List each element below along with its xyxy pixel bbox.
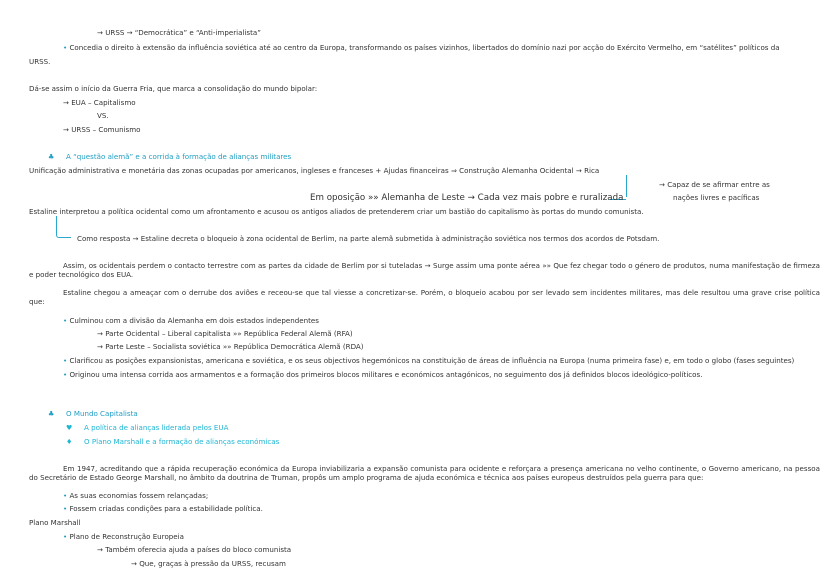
- paragraph-marshall: Em 1947, acreditando que a rápida recuperação económica da Europa inviabilizaria a expansão comunista para ocidente e reforçara a presença americana no velho continente, o Governo americano, na pessoa do Secretário de Estado George Marshall, no âmbito da doutrina de Truman, propôs um amplo programa de ajuda económica e técnica aos países europeus destruídos pela guerra para que:: [29, 464, 820, 482]
- paragraph-airlift: Assim, os ocidentais perdem o contacto terrestre com as partes da cidade de Berlim por si tuteladas → Surge assim uma ponte aérea »» Que fez chegar todo o género de produtos, numa manifestação de firmeza e poder tecnológico dos EUA.: [29, 261, 820, 279]
- diamond-icon: ♦: [66, 437, 73, 446]
- heart-icon: ♥: [66, 423, 73, 432]
- bullet-item: [63, 491, 208, 500]
- bullet-dot: •: [63, 316, 68, 325]
- response-line: Como resposta → Estaline decreta o bloqueio à zona ocidental de Berlim, na parte alemã submetida à administração soviética nos termos dos acordos de Potsdam.: [77, 234, 660, 243]
- sub-line-communist-bloc: → Também oferecia ajuda a países do bloco comunista: [97, 545, 292, 554]
- section-title-german: A “questão alemã” e a corrida à formação de alianças militares: [66, 152, 292, 161]
- bullet-text: Culminou com a divisão da Alemanha em dois estados independentes: [69, 316, 319, 325]
- intro-line-urss: → URSS → “Democrática” e “Anti-imperialista”: [97, 28, 261, 37]
- bullet-text: Plano de Reconstrução Europeia: [69, 532, 184, 541]
- bullet-dot: •: [63, 532, 68, 541]
- subsection-title-alliances: A política de alianças liderada pelos EUA: [84, 423, 229, 432]
- sub-line-rda: → Parte Leste – Socialista soviética »» República Democrática Alemã (RDA): [97, 342, 364, 351]
- bullet-item: [63, 370, 702, 379]
- bullet-text: Clarificou as posições expansionistas, americana e soviética, e os seus objectivos hegemónicos na constituição de áreas de influência na Europa (numa primeira fase) e, em todo o globo (fases seguintes): [69, 356, 795, 365]
- bullet-item: [63, 532, 184, 541]
- bullet-dot: •: [63, 356, 68, 365]
- bullet-item: [63, 43, 780, 52]
- bullet-dot: •: [63, 370, 68, 379]
- section-bullet-icon: ♣: [48, 409, 55, 418]
- bullet-dot: •: [63, 43, 68, 52]
- section-bullet-icon: ♣: [48, 152, 55, 161]
- bracket-connector: [56, 216, 71, 238]
- paragraph-crisis: Estaline chegou a ameaçar com o derrube dos aviões e receou-se que tal viesse a concretizar-se. Porém, o bloqueio acabou por ser levado sem incidentes militares, mas dele resultou uma grave crise política que:: [29, 288, 820, 306]
- line-usa: → EUA – Capitalismo: [63, 98, 136, 107]
- opposition-line: Em oposição »» Alemanha de Leste → Cada vez mais pobre e ruralizada: [310, 193, 624, 203]
- bullet-dot: •: [63, 504, 68, 513]
- bullet-text: Originou uma intensa corrida aos armamentos e a formação dos primeiros blocos militares e económicos antagónicos, no seguimento dos já definidos blocos ideológico-políticos.: [69, 370, 703, 379]
- bullet-item: [63, 356, 794, 365]
- side-note-line-1: → Capaz de se afirmar entre as: [659, 180, 770, 189]
- bullet-item: [63, 504, 263, 513]
- plano-marshall-label: Plano Marshall: [29, 518, 81, 527]
- bullet-item: [63, 316, 319, 325]
- bullet-text: As suas economias fossem relançadas;: [69, 491, 209, 500]
- bracket-connector: [624, 175, 627, 197]
- bullet-continuation: URSS.: [29, 57, 51, 66]
- cold-war-intro: Dá-se assim o início da Guerra Fria, que marca a consolidação do mundo bipolar:: [29, 84, 318, 93]
- subsection-title-marshall: O Plano Marshall e a formação de alianças económicas: [84, 437, 280, 446]
- bullet-text: Concedia o direito à extensão da influência soviética até ao centro da Europa, transformando os países vizinhos, libertados do domínio nazi por acção do Exército Vermelho, em “satélites” políticos da: [69, 43, 780, 52]
- unification-line: Unificação administrativa e monetária das zonas ocupadas por americanos, ingleses e franceses + Ajudas financeiras ⇒ Construção Alemanha Ocidental → Rica: [29, 166, 600, 175]
- line-vs: VS.: [97, 111, 109, 120]
- bullet-text: Fossem criadas condições para a estabilidade política.: [69, 504, 263, 513]
- sub-line-refusal: → Que, graças à pressão da URSS, recusam: [131, 559, 286, 568]
- line-urss: → URSS – Comunismo: [63, 125, 141, 134]
- bullet-dot: •: [63, 491, 68, 500]
- side-note-line-2: nações livres e pacíficas: [673, 193, 760, 202]
- sub-line-rfa: → Parte Ocidental – Liberal capitalista »» República Federal Alemã (RFA): [97, 329, 353, 338]
- section-title-capitalist: O Mundo Capitalista: [66, 409, 138, 418]
- stalin-line: Estaline interpretou a política ocidental como um afrontamento e acusou os antigos aliados de pretenderem criar um bastião do capitalismo às portas do mundo comunista.: [29, 207, 644, 216]
